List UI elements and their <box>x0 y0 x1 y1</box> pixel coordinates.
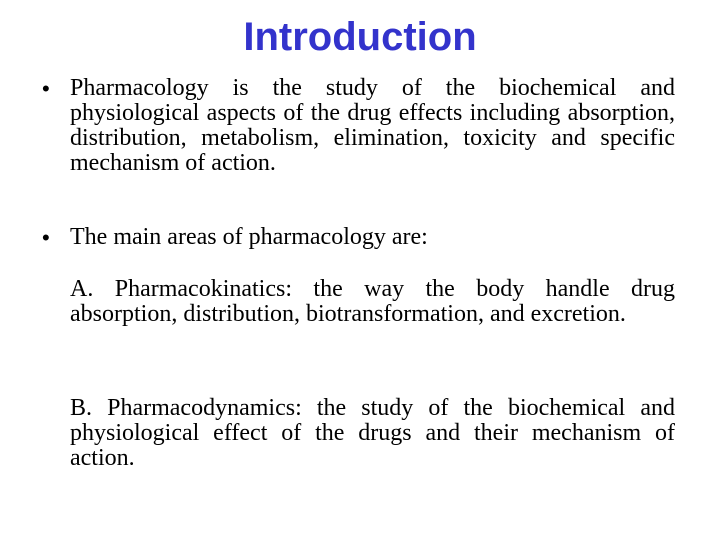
sub-item-pharmacodynamics: B. Pharmacodynamics: the study of the biochemical and physiological effect of the drugs and their mechanism of action. <box>70 395 675 471</box>
bullet-text: The main areas of pharmacology are: <box>70 224 428 250</box>
sub-item-pharmacokinetics: A. Pharmacokinatics: the way the body handle drug absorption, distribution, biotransformation, and excretion. <box>70 276 675 327</box>
bullet-text: Pharmacology is the study of the biochemical and physiological aspects of the drug effects including absorption, distribution, metabolism, elimination, toxicity and specific mechanism of action. <box>70 75 675 176</box>
bullet-icon: • <box>42 225 50 250</box>
slide-title: Introduction <box>243 15 477 59</box>
bullet-icon: • <box>42 76 50 101</box>
